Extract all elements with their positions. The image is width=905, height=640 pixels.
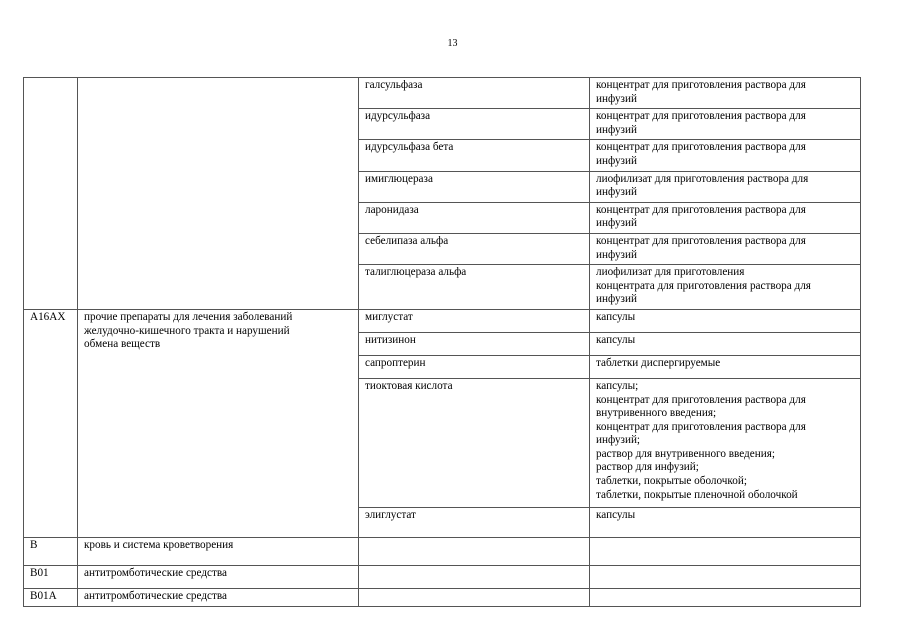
drug-name-cell: идурсульфаза (359, 109, 590, 140)
dosage-form-cell: концентрат для приготовления раствора для инфузий (590, 78, 861, 109)
dosage-form-cell: концентрат для приготовления раствора для инфузий (590, 202, 861, 233)
dosage-form-cell: капсулы (590, 309, 861, 332)
dosage-form-cell: лиофилизат для приготовления концентрата для приготовления раствора для инфузий (590, 265, 861, 310)
drug-name-cell: себелипаза альфа (359, 233, 590, 264)
group-name-cell (78, 78, 359, 310)
dosage-form-cell (590, 588, 861, 606)
dosage-form-cell: капсулы (590, 332, 861, 355)
dosage-form-cell: концентрат для приготовления раствора для инфузий (590, 233, 861, 264)
drug-name-cell: имиглюцераза (359, 171, 590, 202)
drug-table (23, 77, 861, 607)
dosage-form-cell: таблетки диспергируемые (590, 355, 861, 378)
drug-name-cell: идурсульфаза бета (359, 140, 590, 171)
drug-name-cell: тиоктовая кислота (359, 378, 590, 507)
drug-name-cell: галсульфаза (359, 78, 590, 109)
dosage-form-cell (590, 565, 861, 588)
drug-name-cell: сапроптерин (359, 355, 590, 378)
atc-code-cell: B01 (24, 565, 78, 588)
atc-code-cell: A16AX (24, 309, 78, 537)
group-name-cell: антитромботические средства (78, 588, 359, 606)
drug-name-cell: нитизинон (359, 332, 590, 355)
dosage-form-cell: концентрат для приготовления раствора для инфузий (590, 109, 861, 140)
group-name-cell: прочие препараты для лечения заболеваний желудочно-кишечного тракта и нарушений обмена веществ (78, 309, 359, 537)
table-row (24, 309, 861, 332)
drug-name-cell (359, 537, 590, 565)
atc-code-cell: B01A (24, 588, 78, 606)
table-row (24, 537, 861, 565)
drug-name-cell: миглустат (359, 309, 590, 332)
dosage-form-cell: капсулы (590, 507, 861, 537)
atc-code-cell: B (24, 537, 78, 565)
dosage-form-cell: капсулы; концентрат для приготовления раствора для внутривенного введения; концентрат для приготовления раствора для инфузий; раствор для внутривенного введения; раствор для инфузий; таблетки, покрытые оболочкой; таблетки, покрытые пленочной оболочкой (590, 378, 861, 507)
drug-name-cell: ларонидаза (359, 202, 590, 233)
group-name-cell: антитромботические средства (78, 565, 359, 588)
table-row (24, 78, 861, 109)
atc-code-cell (24, 78, 78, 310)
table-row (24, 565, 861, 588)
drug-name-cell: элиглустат (359, 507, 590, 537)
drug-name-cell: талиглюцераза альфа (359, 265, 590, 310)
dosage-form-cell (590, 537, 861, 565)
drug-name-cell (359, 565, 590, 588)
group-name-cell: кровь и система кроветворения (78, 537, 359, 565)
drug-name-cell (359, 588, 590, 606)
dosage-form-cell: концентрат для приготовления раствора для инфузий (590, 140, 861, 171)
page-number: 13 (447, 38, 458, 49)
dosage-form-cell: лиофилизат для приготовления раствора для инфузий (590, 171, 861, 202)
table-row (24, 588, 861, 606)
